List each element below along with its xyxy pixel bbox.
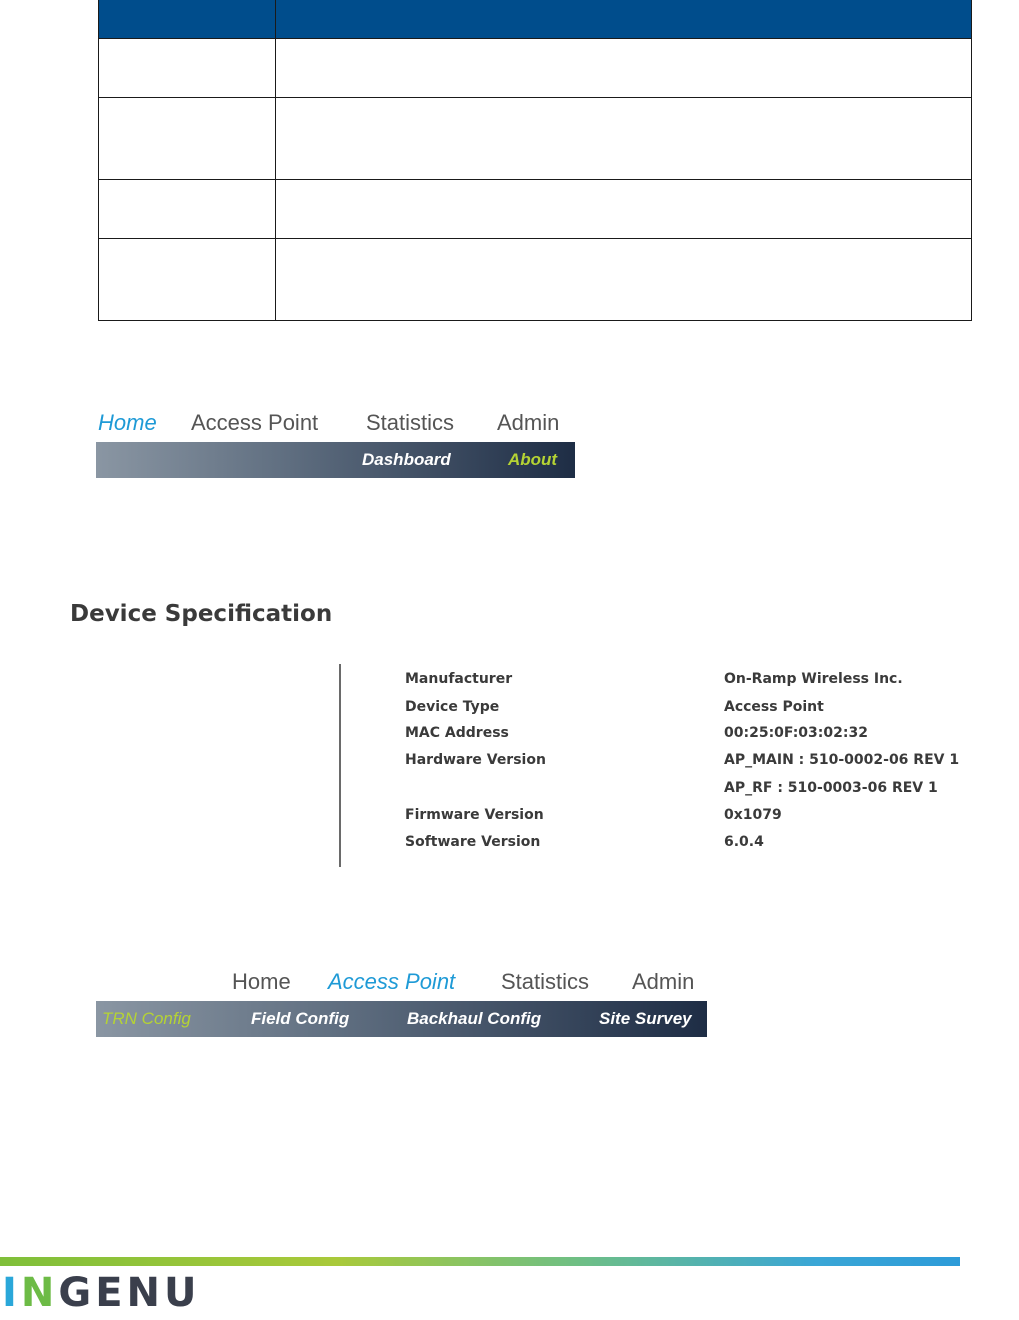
spec-value: 6.0.4 — [724, 834, 764, 850]
menu-statistics[interactable]: Statistics — [366, 410, 455, 435]
spec-value: AP_RF : 510-0003-06 REV 1 — [724, 780, 938, 796]
menu-home[interactable]: Home — [98, 410, 157, 435]
spec-label: Hardware Version — [405, 752, 546, 768]
submenu-backhaul-config[interactable]: Backhaul Config — [407, 1009, 542, 1028]
table-header-cell — [276, 0, 972, 39]
submenu-field-config[interactable]: Field Config — [251, 1009, 350, 1028]
table-row — [99, 98, 972, 180]
table-row — [99, 239, 972, 321]
table-cell — [99, 98, 276, 180]
spec-label: Manufacturer — [405, 671, 513, 687]
table-cell — [276, 239, 972, 321]
spec-value: 00:25:0F:03:02:32 — [724, 725, 868, 741]
table-cell — [276, 98, 972, 180]
submenu-dashboard[interactable]: Dashboard — [362, 450, 451, 469]
table-row — [99, 180, 972, 239]
info-table — [98, 0, 972, 321]
spec-label: Device Type — [405, 699, 500, 715]
menu-access-point[interactable]: Access Point — [191, 410, 319, 435]
spec-value: 0x1079 — [724, 807, 782, 823]
table-header-cell — [99, 0, 276, 39]
submenu-trn-config[interactable]: TRN Config — [102, 1009, 191, 1028]
spec-value: Access Point — [724, 699, 824, 715]
menu-home[interactable]: Home — [232, 969, 291, 994]
spec-label: MAC Address — [405, 725, 509, 741]
menu-access-point[interactable]: Access Point — [328, 969, 456, 994]
table-cell — [99, 180, 276, 239]
access-point-nav-screenshot — [96, 965, 707, 1037]
spec-divider — [339, 664, 341, 867]
table-cell — [99, 239, 276, 321]
ingenu-logo: INGENU — [2, 1270, 201, 1316]
sub-menu — [96, 1001, 707, 1037]
sub-menu — [96, 442, 575, 478]
table-cell — [99, 39, 276, 98]
menu-admin[interactable]: Admin — [497, 410, 560, 435]
main-menu — [96, 406, 575, 442]
menu-admin[interactable]: Admin — [632, 969, 695, 994]
table-cell — [276, 180, 972, 239]
footer-gradient-bar — [0, 1257, 960, 1266]
table-header-row — [99, 0, 972, 39]
device-spec-title: Device Specification — [70, 601, 333, 627]
menu-statistics[interactable]: Statistics — [501, 969, 590, 994]
submenu-about[interactable]: About — [508, 450, 558, 469]
table-row — [99, 39, 972, 98]
spec-value: AP_MAIN : 510-0002-06 REV 1 — [724, 752, 960, 768]
main-menu — [96, 965, 707, 1001]
spec-label: Firmware Version — [405, 807, 544, 823]
spec-value: On-Ramp Wireless Inc. — [724, 671, 903, 687]
home-nav-screenshot — [96, 406, 575, 478]
spec-label: Software Version — [405, 834, 541, 850]
table-cell — [276, 39, 972, 98]
submenu-site-survey[interactable]: Site Survey — [599, 1009, 692, 1028]
